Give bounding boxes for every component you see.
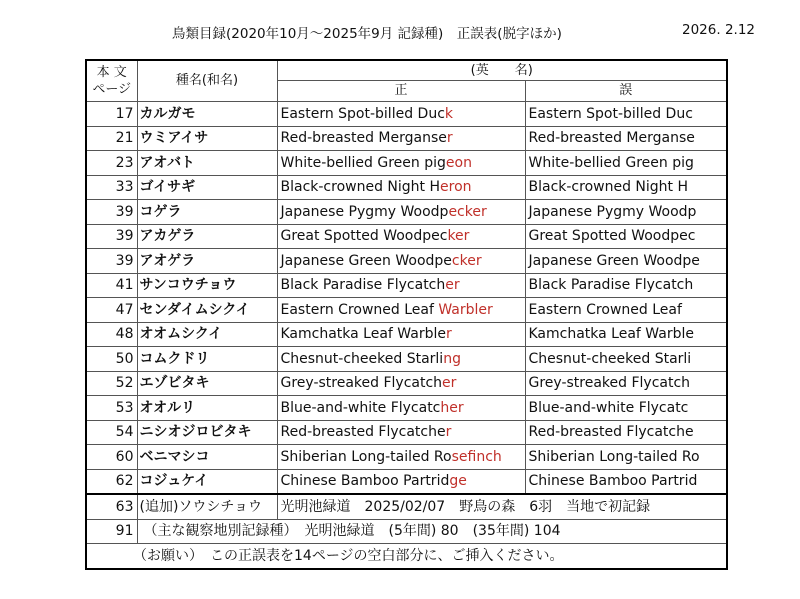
- errata-table-body: [86, 60, 727, 569]
- table-row: [86, 445, 727, 470]
- correct-name-text: Black-crowned Night H: [280, 179, 441, 196]
- page-number-cell: 41: [86, 273, 137, 298]
- table-row: [86, 102, 727, 127]
- species-name-cell: アカゲラ: [137, 224, 277, 249]
- correct-name-text: Blue-and-white Flycatc: [280, 399, 441, 416]
- correct-english-name-cell: [277, 126, 525, 151]
- page-number-cell: 52: [86, 371, 137, 396]
- table-row: [86, 322, 727, 347]
- species-name-cell: オオルリ: [137, 396, 277, 421]
- table-row: [86, 420, 727, 445]
- table-row: [86, 249, 727, 274]
- correct-name-text: Grey-streaked Flycatch: [280, 375, 443, 392]
- page-number-cell: 39: [86, 224, 137, 249]
- wrong-english-name-cell: Eastern Crowned Leaf: [525, 298, 727, 323]
- page-number-cell: 62: [86, 469, 137, 494]
- summary-page: 91: [86, 519, 137, 544]
- correct-english-name-cell: [277, 273, 525, 298]
- correction-highlight: ker: [447, 228, 470, 245]
- page-number-cell: 21: [86, 126, 137, 151]
- species-name-cell: オオムシクイ: [137, 322, 277, 347]
- wrong-english-name-cell: Grey-streaked Flycatch: [525, 371, 727, 396]
- table-row: [86, 298, 727, 323]
- wrong-english-name-cell: Great Spotted Woodpec: [525, 224, 727, 249]
- correct-name-text: Eastern Crowned Leaf: [280, 301, 439, 318]
- page-number-cell: 60: [86, 445, 137, 470]
- page-number-cell: 33: [86, 175, 137, 200]
- species-name-cell: カルガモ: [137, 102, 277, 127]
- correct-english-name-cell: [277, 224, 525, 249]
- correct-name-text: Japanese Green Woodpe: [280, 252, 452, 269]
- species-name-cell: エゾビタキ: [137, 371, 277, 396]
- document-header: [0, 22, 800, 42]
- table-row: [86, 396, 727, 421]
- correct-name-text: Japanese Pygmy Woodp: [280, 203, 449, 220]
- species-name-cell: ウミアイサ: [137, 126, 277, 151]
- header-row-1: [86, 60, 727, 81]
- species-name-cell: アオバト: [137, 151, 277, 176]
- correct-name-text: Eastern Spot-billed Duc: [280, 105, 445, 122]
- correct-english-name-cell: [277, 298, 525, 323]
- page-number-cell: 39: [86, 249, 137, 274]
- correct-english-name-cell: [277, 371, 525, 396]
- correct-name-text: Black Paradise Flycatch: [280, 277, 446, 294]
- summary-row: [86, 519, 727, 544]
- correction-highlight: ng: [443, 350, 461, 367]
- species-name-cell: アオゲラ: [137, 249, 277, 274]
- addition-row: [86, 494, 727, 519]
- page-number-cell: 23: [86, 151, 137, 176]
- correct-english-name-cell: [277, 420, 525, 445]
- page-number-cell: 17: [86, 102, 137, 127]
- table-row: [86, 371, 727, 396]
- table-row: [86, 200, 727, 225]
- correct-name-text: Chesnut-cheeked Starli: [280, 350, 444, 367]
- wrong-english-name-cell: White-bellied Green pig: [525, 151, 727, 176]
- page-number-cell: 50: [86, 347, 137, 372]
- addition-page: 63: [86, 494, 137, 519]
- correct-name-text: Chinese Bamboo Partrid: [280, 473, 450, 490]
- correct-english-name-cell: [277, 469, 525, 494]
- table-row: [86, 151, 727, 176]
- species-name-column-header: 種名(和名): [137, 60, 277, 102]
- table-row: [86, 175, 727, 200]
- wrong-english-name-cell: Black Paradise Flycatch: [525, 273, 727, 298]
- species-name-cell: コゲラ: [137, 200, 277, 225]
- correction-highlight: eron: [440, 179, 472, 196]
- correction-highlight: sefinch: [451, 448, 502, 465]
- wrong-english-name-cell: Shiberian Long-tailed Ro: [525, 445, 727, 470]
- correction-highlight: her: [440, 399, 464, 416]
- species-name-cell: コムクドリ: [137, 347, 277, 372]
- correct-english-name-cell: [277, 322, 525, 347]
- correction-highlight: r: [445, 424, 452, 441]
- correct-english-name-cell: [277, 200, 525, 225]
- correct-name-text: Shiberian Long-tailed Ro: [280, 448, 452, 465]
- correct-english-name-cell: [277, 396, 525, 421]
- correction-highlight: eon: [445, 154, 472, 171]
- correct-english-name-cell: [277, 151, 525, 176]
- correction-highlight: ecker: [448, 203, 487, 220]
- correction-highlight: er: [445, 277, 460, 294]
- correction-highlight: er: [442, 375, 457, 392]
- page-number-cell: 39: [86, 200, 137, 225]
- addition-species-name: (追加)ソウシチョウ: [137, 494, 277, 519]
- correct-name-text: Red-breasted Flycatche: [280, 424, 446, 441]
- table-row: [86, 469, 727, 494]
- document-date: 2026. 2.12: [682, 22, 755, 38]
- correction-highlight: r: [445, 326, 452, 343]
- table-row: [86, 126, 727, 151]
- species-name-cell: ベニマシコ: [137, 445, 277, 470]
- page-column-header: 本 文 ページ: [86, 60, 137, 102]
- document-title: 鳥類目録(2020年10月～2025年9月 記録種) 正誤表(脱字ほか): [172, 26, 562, 42]
- correct-name-text: Great Spotted Woodpec: [280, 228, 448, 245]
- english-name-group-header: (英 名): [277, 60, 727, 81]
- wrong-english-name-cell: Japanese Green Woodpe: [525, 249, 727, 274]
- correct-english-name-cell: [277, 249, 525, 274]
- correction-highlight: cker: [451, 252, 482, 269]
- addition-note: 光明池緑道 2025/02/07 野鳥の森 6羽 当地で初記録: [277, 494, 727, 519]
- wrong-column-header: 誤: [525, 81, 727, 102]
- correct-english-name-cell: [277, 175, 525, 200]
- species-name-cell: サンコウチョウ: [137, 273, 277, 298]
- correct-english-name-cell: [277, 347, 525, 372]
- wrong-english-name-cell: Chesnut-cheeked Starli: [525, 347, 727, 372]
- wrong-english-name-cell: Red-breasted Flycatche: [525, 420, 727, 445]
- correct-name-text: White-bellied Green pig: [280, 154, 446, 171]
- table-row: [86, 273, 727, 298]
- wrong-english-name-cell: Red-breasted Merganse: [525, 126, 727, 151]
- correct-name-text: Kamchatka Leaf Warble: [280, 326, 446, 343]
- wrong-english-name-cell: Chinese Bamboo Partrid: [525, 469, 727, 494]
- correction-highlight: r: [446, 130, 453, 147]
- correction-highlight: k: [444, 105, 453, 122]
- page-number-cell: 48: [86, 322, 137, 347]
- footnote-row: [86, 544, 727, 569]
- species-name-cell: コジュケイ: [137, 469, 277, 494]
- table-row: [86, 224, 727, 249]
- species-name-cell: センダイムシクイ: [137, 298, 277, 323]
- correct-english-name-cell: [277, 445, 525, 470]
- page-number-cell: 47: [86, 298, 137, 323]
- wrong-english-name-cell: Black-crowned Night H: [525, 175, 727, 200]
- page-number-cell: 54: [86, 420, 137, 445]
- wrong-english-name-cell: Eastern Spot-billed Duc: [525, 102, 727, 127]
- correct-column-header: 正: [277, 81, 525, 102]
- wrong-english-name-cell: Japanese Pygmy Woodp: [525, 200, 727, 225]
- page-number-cell: 53: [86, 396, 137, 421]
- errata-table: [85, 59, 728, 570]
- correction-highlight: ge: [449, 473, 467, 490]
- wrong-english-name-cell: Kamchatka Leaf Warble: [525, 322, 727, 347]
- wrong-english-name-cell: Blue-and-white Flycatc: [525, 396, 727, 421]
- summary-text: （主な観察地別記録種） 光明池緑道 (5年間) 80 (35年間) 104: [137, 519, 727, 544]
- species-name-cell: ニシオジロビタキ: [137, 420, 277, 445]
- table-row: [86, 347, 727, 372]
- correct-name-text: Red-breasted Merganse: [280, 130, 447, 147]
- species-name-cell: ゴイサギ: [137, 175, 277, 200]
- footnote-text: （お願い） この正誤表を14ページの空白部分に、ご挿入ください。: [86, 544, 727, 569]
- correct-english-name-cell: [277, 102, 525, 127]
- correction-highlight: Warbler: [438, 301, 493, 318]
